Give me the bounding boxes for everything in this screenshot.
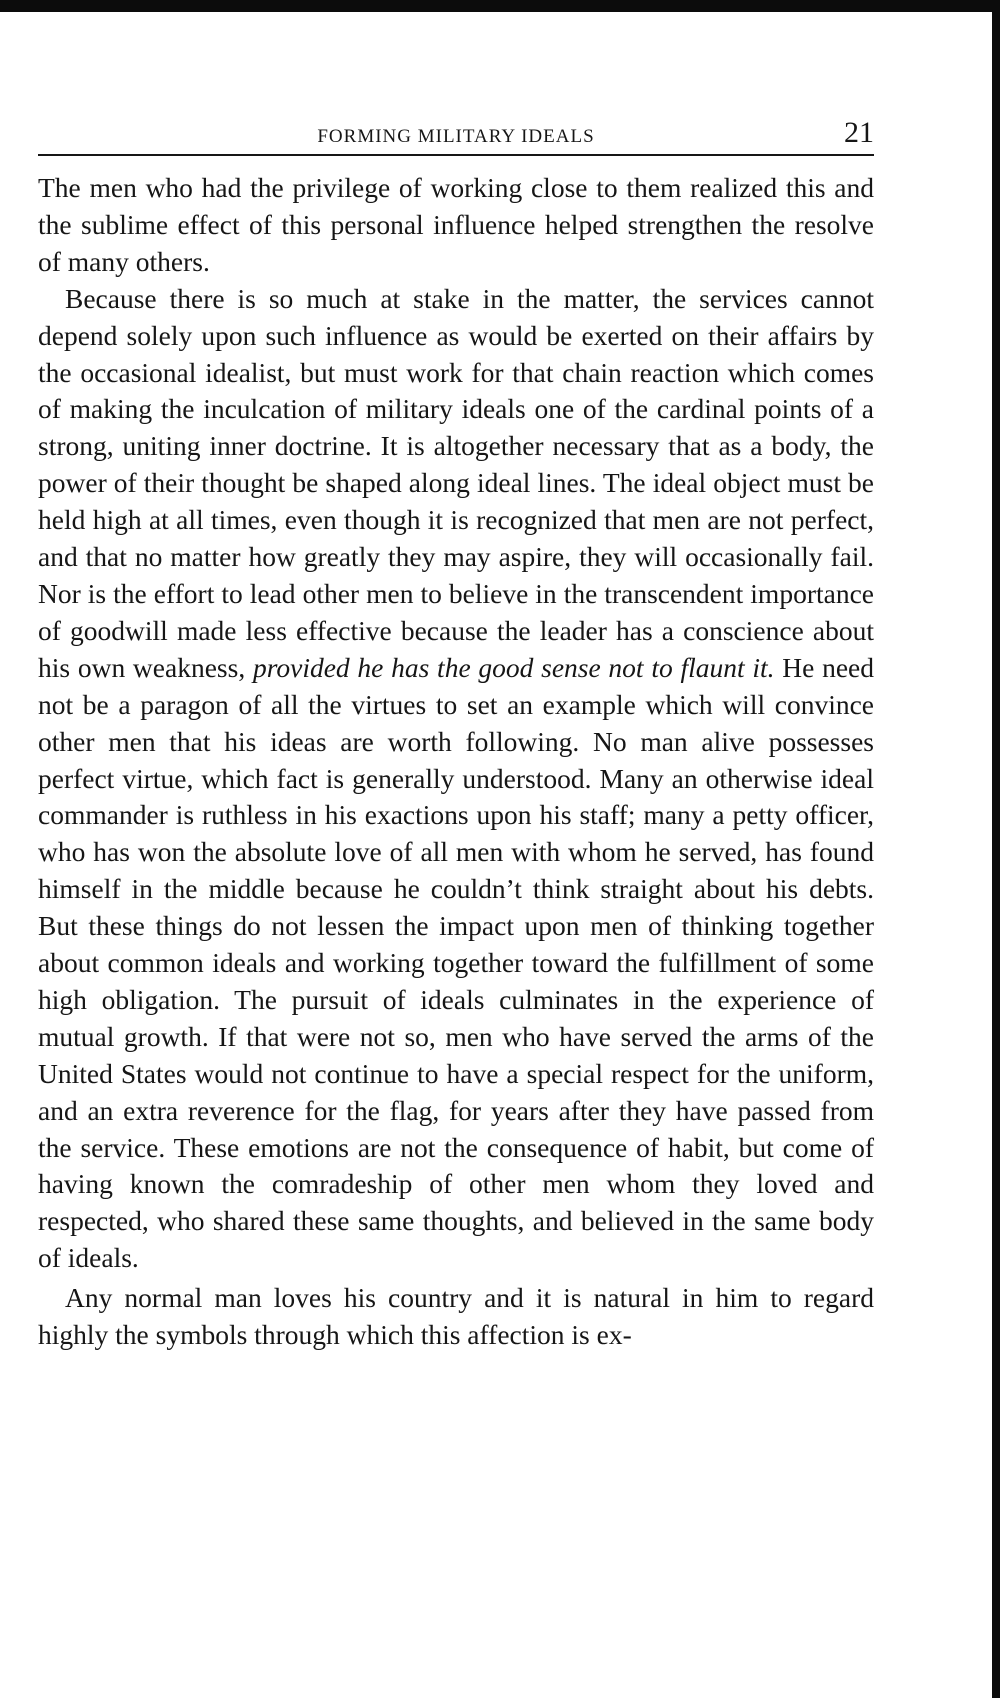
paragraph-2 bbox=[38, 281, 874, 1277]
body-text bbox=[38, 170, 874, 1354]
running-title: FORMING MILITARY IDEALS bbox=[317, 126, 595, 147]
scan-border-top bbox=[0, 0, 1000, 12]
page-number: 21 bbox=[844, 116, 874, 149]
paragraph-2-part-a: Because there is so much at stake in the matter, the services cannot depend solely upon such influence as would be exerted on their affairs by the occasional idealist, but must work for that chain reaction which comes of making the inculcation of military ideals one of the cardinal points of a strong, uniting inner doctrine. It is altogether necessary that as a body, the power of their thought be shaped along ideal lines. The ideal object must be held high at all times, even though it is recognized that men are not perfect, and that no matter how greatly they may aspire, they will occasionally fail. Nor is the effort to lead other men to believe in the transcendent importance of goodwill made less effective because the leader has a conscience about his own weakness, bbox=[38, 282, 874, 683]
paragraph-2-italic-phrase: provided he has the good sense not to flaunt it. bbox=[252, 651, 775, 683]
paragraph-1: The men who had the privilege of working close to them realized this and the sublime effect of this personal influence helped strengthen the resolve of many others. bbox=[38, 172, 874, 277]
paragraph-3: Any normal man loves his country and it is natural in him to regard highly the symbols through which this affection is ex- bbox=[38, 1282, 874, 1351]
scan-border-right bbox=[992, 0, 1000, 1698]
running-header bbox=[38, 116, 874, 156]
paragraph-2-part-b: He need not be a paragon of all the virtues to set an example which will convince other men that his ideas are worth following. No man alive possesses perfect virtue, which fact is generally understood. Many an otherwise ideal commander is ruthless in his exactions upon his staff; many a petty officer, who has won the absolute love of all men with whom he served, has found himself in the middle because he couldn’t think straight about his debts. But these things do not lessen the impact upon men of thinking together about common ideals and working together toward the fulfillment of some high obligation. The pursuit of ideals culminates in the experience of mutual growth. If that were not so, men who have served the arms of the United States would not continue to have a special respect for the uniform, and an extra reverence for the flag, for years after they have passed from the service. These emotions are not the consequence of habit, but come of having known the comradeship of other men whom they loved and respected, who shared these same thoughts, and believed in the same body of ideals. bbox=[38, 651, 874, 1274]
